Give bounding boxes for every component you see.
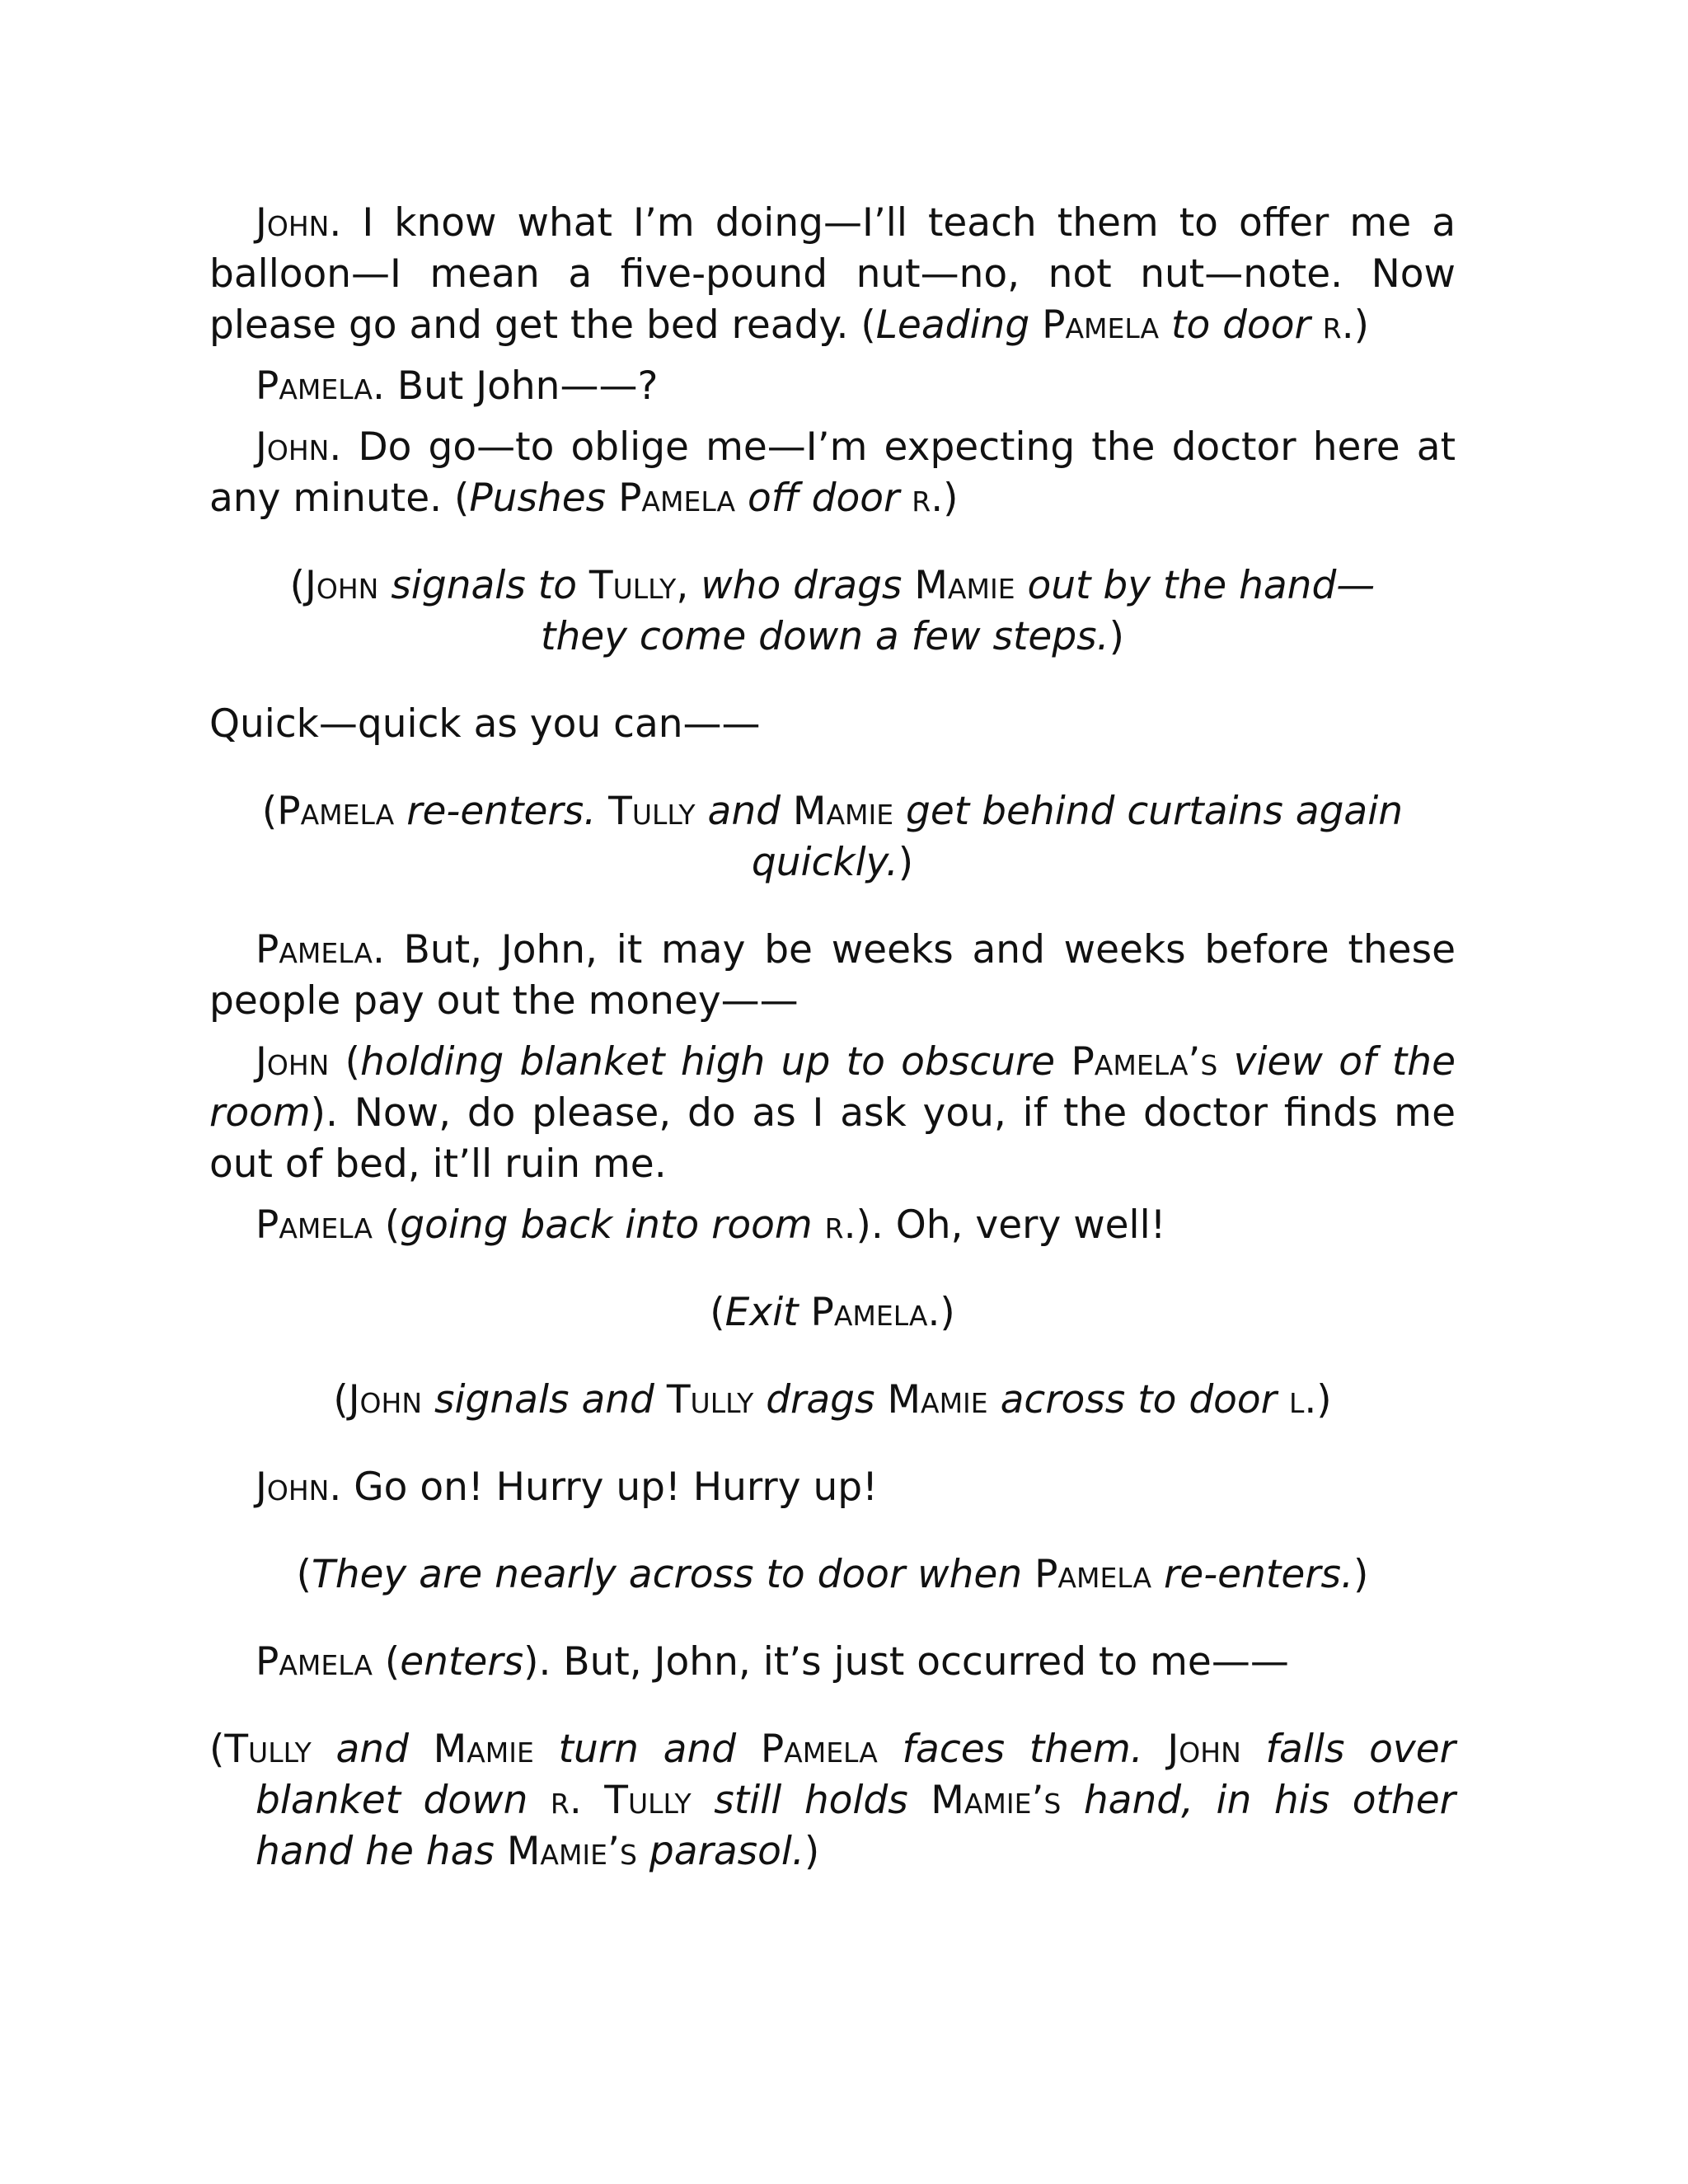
speech-pamela-2 [209,925,1456,1027]
dialogue: .). Oh, very well! [843,1202,1166,1248]
character-name: Pamela [1042,302,1160,348]
character-name: Pamela [277,789,395,834]
speech-john-2: John. Do go—to oblige me—I’m expecting the doctor here at any minute. (Pushes Pamela off door r.) [209,424,1456,521]
stage-direction-block-3: (Exit Pamela.) [710,1290,955,1335]
speaker-name: Pamela [256,363,373,409]
stage-direction-block-6: (Tully and Mamie turn and Pamela faces them. John falls over blanket down r. Tully still holds Mamie’s hand, in his other hand he has Mamie’s parasol.) [209,1727,1456,1874]
character-name: Mamie’s [931,1778,1062,1823]
character-name: Mamie [887,1377,988,1422]
speaker-name: John [256,424,330,470]
stage-direction: going back into room [400,1202,813,1248]
speech-continuation: Quick—quick as you can—— [209,701,761,747]
character-name: Pamela’s [1071,1039,1218,1085]
character-name: John [1167,1727,1241,1772]
stage-direction: view of the room [209,1039,1456,1136]
speech-john-3: John (holding blanket high up to obscure Pamela’s view of the room). Now, do please, do as I ask you, if the doctor finds me out of bed, it’ll ruin me. [209,1039,1456,1187]
character-name: Mamie [914,563,1015,608]
stage-position: l [1288,1377,1305,1422]
character-name: Tully [608,789,696,834]
character-name: Pamela [1034,1552,1152,1597]
speech-pamela-3: Pamela (going back into room r.). Oh, very well! [256,1202,1166,1248]
speaker-name: Pamela [256,927,373,972]
dialogue: . I know what I’m doing—I’ll teach them to offer me a balloon—I mean a five-pound nut—no, not nut—note. Now please go and get the bed ready. ( [209,200,1456,348]
dialogue: . But, John, it may be weeks and weeks before these people pay out the money—— [209,927,1456,1024]
speech-pamela-1 [209,361,1456,412]
character-name: Mamie [792,789,894,834]
speaker-name: John [256,1465,330,1510]
dialogue: . But John——? [372,363,659,409]
speech-pamela-4: Pamela (enters). But, John, it’s just occurred to me—— [256,1639,1289,1685]
speech-john-1: John. I know what I’m doing—I’ll teach them to offer me a balloon—I mean a five-pound nut—no, not nut—note. Now please go and get the bed ready. (Leading Pamela to door r.) [209,200,1456,348]
stage-direction: enters [400,1639,524,1685]
dialogue: ). But, John, it’s just occurred to me—— [523,1639,1289,1685]
character-name: Pamela [810,1290,928,1335]
character-name: Mamie [433,1727,534,1772]
dialogue: . Do go—to oblige me—I’m expecting the doctor here at any minute. ( [209,424,1456,521]
stage-direction-block-5: (They are nearly across to door when Pamela re-enters.) [296,1552,1369,1597]
dialogue: ). Now, do please, do as I ask you, if the doctor finds me out of bed, it’ll ruin me. [209,1090,1456,1187]
character-name: Pamela [618,476,736,521]
stage-direction-block-1: (John signals to Tully, who drags Mamie out by the hand—they come down a few steps.) [289,563,1376,659]
stage-direction: Leading [875,302,1030,348]
speaker-name: Pamela [256,1639,373,1685]
character-name: Tully [588,563,677,608]
speaker-name: John [256,1039,330,1085]
speech-john-4 [209,1462,1456,1513]
stage-direction: to door [1159,302,1311,348]
stage-position: r [824,1202,844,1248]
character-name: Tully [224,1727,312,1772]
character-name: John [348,1377,423,1422]
character-name: Tully [604,1778,692,1823]
character-name: Tully [666,1377,754,1422]
character-name: John [305,563,379,608]
stage-direction-block-4: (John signals and Tully drags Mamie across to door l.) [333,1377,1332,1422]
stage-position: r [550,1778,570,1823]
speaker-name: John [256,200,330,246]
stage-direction: holding blanket high up to obscure [360,1039,1056,1085]
stage-position: r [912,476,931,521]
character-name: Mamie’s [506,1829,637,1874]
character-name: Pamela [760,1727,878,1772]
dialogue: . Go on! Hurry up! Hurry up! [329,1465,878,1510]
stage-direction: Pushes [469,476,607,521]
stage-direction-block-2: (Pamela re-enters. Tully and Mamie get behind curtains again quickly.) [261,789,1404,885]
stage-direction: off door [748,476,900,521]
script-page [209,198,1456,1877]
stage-position: r [1322,302,1342,348]
speaker-name: Pamela [256,1202,373,1248]
